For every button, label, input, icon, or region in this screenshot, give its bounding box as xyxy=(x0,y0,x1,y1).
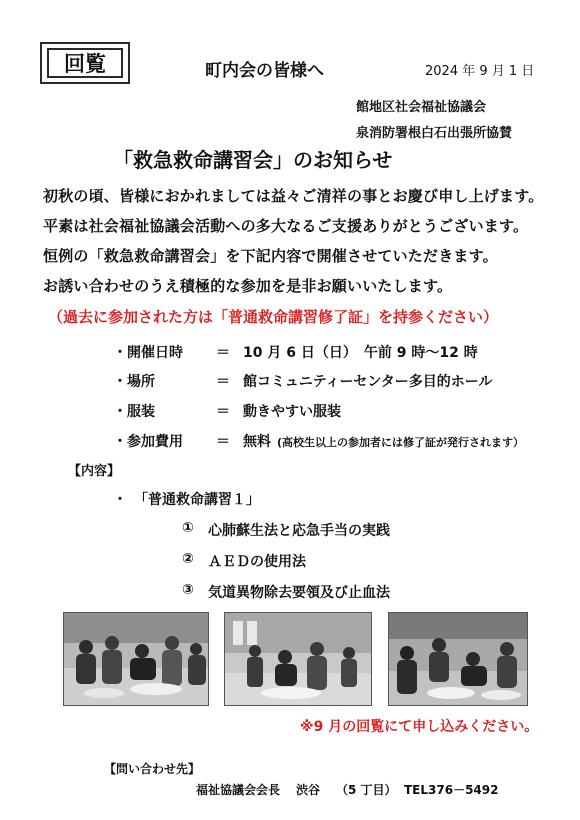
page-title: 「救急救命講習会」のお知らせ xyxy=(113,148,393,172)
sponsor: 泉消防署根白石出張所協賛 xyxy=(356,126,513,141)
contact-phone: TEL376－5492 xyxy=(404,783,499,797)
issue-date: 2024 年 9 月 1 日 xyxy=(425,64,535,79)
detail-equals: ＝ xyxy=(216,345,230,361)
intro-line: 平素は社会福祉協議会活動への多大なるご支援ありがとうございます。 xyxy=(43,217,529,235)
contact-title: 福祉協議会会長 xyxy=(196,783,281,797)
item-text: 気道異物除去要領及び止血法 xyxy=(208,585,390,601)
detail-note-fee: (高校生以上の参加者には修了証が発行されます） xyxy=(277,436,525,449)
detail-label-datetime: ・開催日時 xyxy=(113,345,183,361)
detail-label-venue: ・場所 xyxy=(113,374,155,390)
item-number: ② xyxy=(182,551,194,567)
content-heading: 【内容】 xyxy=(68,464,121,479)
mannequin-training-photo xyxy=(388,612,528,706)
detail-equals: ＝ xyxy=(216,434,230,450)
intro-line: 初秋の頃、皆様におかれましては益々ご清祥の事とお慶び申し上げます。 xyxy=(43,187,544,205)
item-text: 心肺蘇生法と応急手当の実践 xyxy=(208,523,390,539)
intro-line: お誘い合わせのうえ積極的な参加を是非お願いいたします。 xyxy=(43,277,453,295)
detail-value-fee: 無料 xyxy=(243,434,271,450)
contact-name: 渋谷 xyxy=(296,783,321,797)
detail-value-datetime: 10 月 6 日（日） 午前 9 時～12 時 xyxy=(243,345,478,361)
circulation-badge-label: 回覧 xyxy=(64,52,106,76)
item-number: ③ xyxy=(182,582,194,598)
detail-value-venue: 館コミュニティーセンター多目的ホール xyxy=(243,374,493,390)
addressee: 町内会の皆様へ xyxy=(205,61,324,81)
certificate-notice: （過去に参加された方は「普通救命講習修了証」を持参ください） xyxy=(48,308,499,326)
detail-equals: ＝ xyxy=(216,374,230,390)
detail-value-attire: 動きやすい服装 xyxy=(243,404,341,420)
course-name: ・ 「普通救命講習１」 xyxy=(113,492,260,508)
detail-equals: ＝ xyxy=(216,404,230,420)
intro-line: 恒例の「救急救命講習会」を下記内容で開催させていただきます。 xyxy=(43,247,498,265)
contact-heading: 【問い合わせ先】 xyxy=(104,762,201,776)
contact-area: （5 丁目） xyxy=(336,783,397,797)
item-number: ① xyxy=(182,520,194,536)
aed-practice-photo xyxy=(224,612,372,706)
cpr-training-photo xyxy=(63,612,209,706)
detail-label-fee: ・参加費用 xyxy=(113,434,183,450)
organizer: 館地区社会福祉協議会 xyxy=(356,100,487,115)
item-text: ＡＥＤの使用法 xyxy=(208,554,306,570)
circulation-badge xyxy=(40,42,130,84)
detail-label-attire: ・服装 xyxy=(113,404,155,420)
application-deadline: ※9 月の回覧にて申し込みください。 xyxy=(300,719,539,735)
